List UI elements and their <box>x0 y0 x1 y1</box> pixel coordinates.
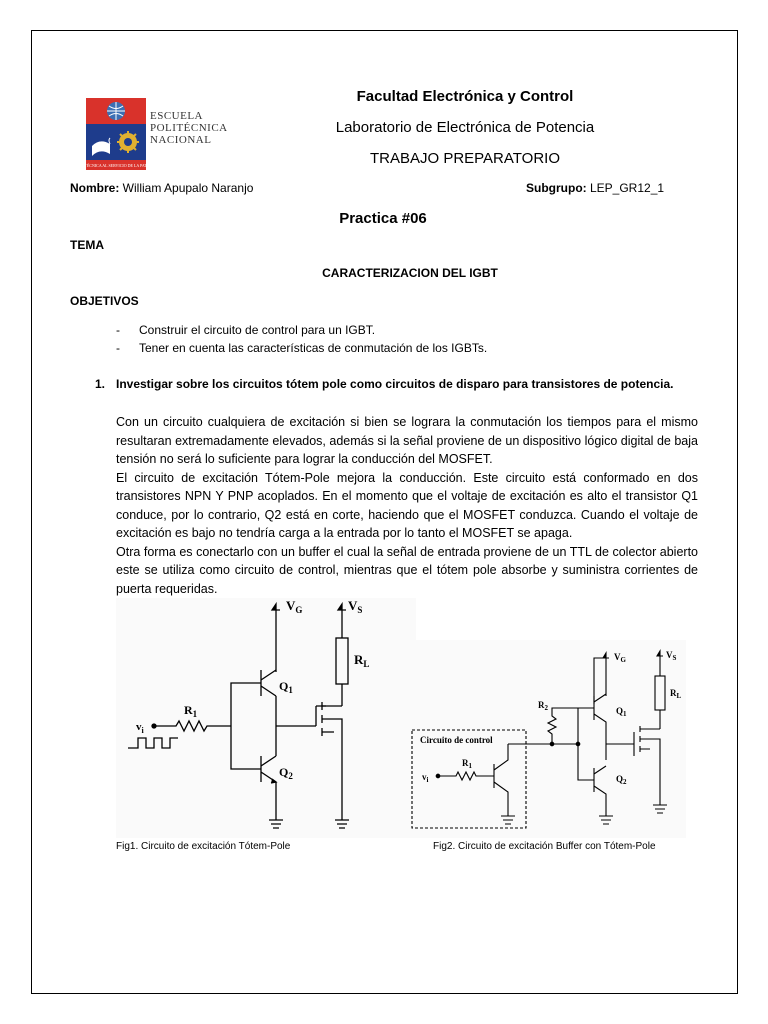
tema-heading: TEMA <box>70 238 104 252</box>
control-circuit-label: Circuito de control <box>420 735 493 745</box>
figure-1-totem-pole-circuit <box>116 598 416 838</box>
answer-paragraph: Otra forma es conectarlo con un buffer el cual la señal de entrada proviene de un TTL de colector abierto este se utiliza como circuito de control, mientras que el tótem pole absorbe y suministra corrientes de puerta requeridas. <box>116 544 698 596</box>
objective-item: - <box>116 323 120 337</box>
group-label: Subgrupo: <box>526 181 587 195</box>
svg-text:R1: $R_1$ <box>184 703 198 719</box>
name-label: Nombre: <box>70 181 120 195</box>
svg-text:Q2: $Q_2$ <box>616 774 627 786</box>
figure-1-caption: Fig1. Circuito de excitación Tótem-Pole <box>116 841 291 852</box>
tema-title: CARACTERIZACION DEL IGBT <box>322 266 498 280</box>
logo-line-3: NACIONAL <box>150 134 212 146</box>
svg-text:Q1: $Q_1$ <box>279 679 293 695</box>
answer-paragraph: El circuito de excitación Tótem-Pole mejora la conducción. Este circuito está conformado en dos transistores NPN Y PNP acoplados. En el momento que el voltaje de excitación es alto el transistor Q1 conduce, por lo contrario, Q2 está en corte, haciendo que el MOSFET conduzca. Cuando el voltaje de excitación es bajo no tendría carga a la entrada por lo tanto el MOSFET se apaga. <box>116 470 698 540</box>
objective-item-text: Tener en cuenta las características de conmutación de los IGBTs. <box>139 341 488 355</box>
question-answer <box>116 413 698 598</box>
figure-2-caption: Fig2. Circuito de excitación Buffer con Tótem-Pole <box>433 841 656 852</box>
svg-text:Q2: $Q_2$ <box>279 765 293 781</box>
question-number: 1. <box>95 377 106 391</box>
svg-text:Q1: $Q_1$ <box>616 706 627 718</box>
svg-text:VS: $V_S$ <box>348 598 363 615</box>
svg-text:vi: $v_i$ <box>136 721 144 735</box>
name-value: William Apupalo Naranjo <box>119 181 254 195</box>
svg-text:VG: $V_G$ <box>286 598 303 615</box>
doc-type-title: TRABAJO PREPARATORIO <box>369 150 561 167</box>
logo-name <box>150 110 228 146</box>
subgroup <box>526 181 664 195</box>
faculty-title: Facultad Electrónica y Control <box>356 88 574 105</box>
answer-paragraph: Con un circuito cualquiera de excitación si bien se lograra la conmutación los tiempos para el mismo resultaran extremadamente elevados, además si la señal proviene de un dispositivo lógico digital de baja tensión no será lo suficiente para lograr la conducción del MOSFET. <box>116 415 698 466</box>
svg-text:VG: $V_G$ <box>614 652 626 664</box>
group-value: LEP_GR12_1 <box>586 181 665 195</box>
logo-line-1: ESCUELA <box>150 110 203 122</box>
svg-text:RL: $R_L$ <box>354 652 370 669</box>
question-text: Investigar sobre los circuitos tótem pole como circuitos de disparo para transistores de potencia. <box>116 377 674 391</box>
svg-text:R2: $R_2$ <box>538 700 548 712</box>
logo-motto: LA TÉCNICA AL SERVICIO DE LA PATRIA <box>78 163 154 168</box>
institution-logo <box>78 98 228 174</box>
svg-text:VS: $V_S$ <box>666 650 677 662</box>
svg-text:RL: $R_L$ <box>670 688 682 700</box>
figure-2-buffer-totem-pole-circuit <box>406 640 686 838</box>
svg-text:vi: $v_i$ <box>422 772 429 784</box>
svg-text:R1: $R_1$ <box>462 758 472 770</box>
student-name <box>70 181 253 195</box>
objetivos-heading: OBJETIVOS <box>70 294 139 308</box>
practice-title: Practica #06 <box>339 210 427 227</box>
lab-title: Laboratorio de Electrónica de Potencia <box>335 119 595 136</box>
objective-item: - <box>116 341 120 355</box>
logo-line-2: POLITÉCNICA <box>150 122 228 134</box>
objective-item-text: Construir el circuito de control para un IGBT. <box>139 323 376 337</box>
logo-shield-icon <box>78 98 154 170</box>
